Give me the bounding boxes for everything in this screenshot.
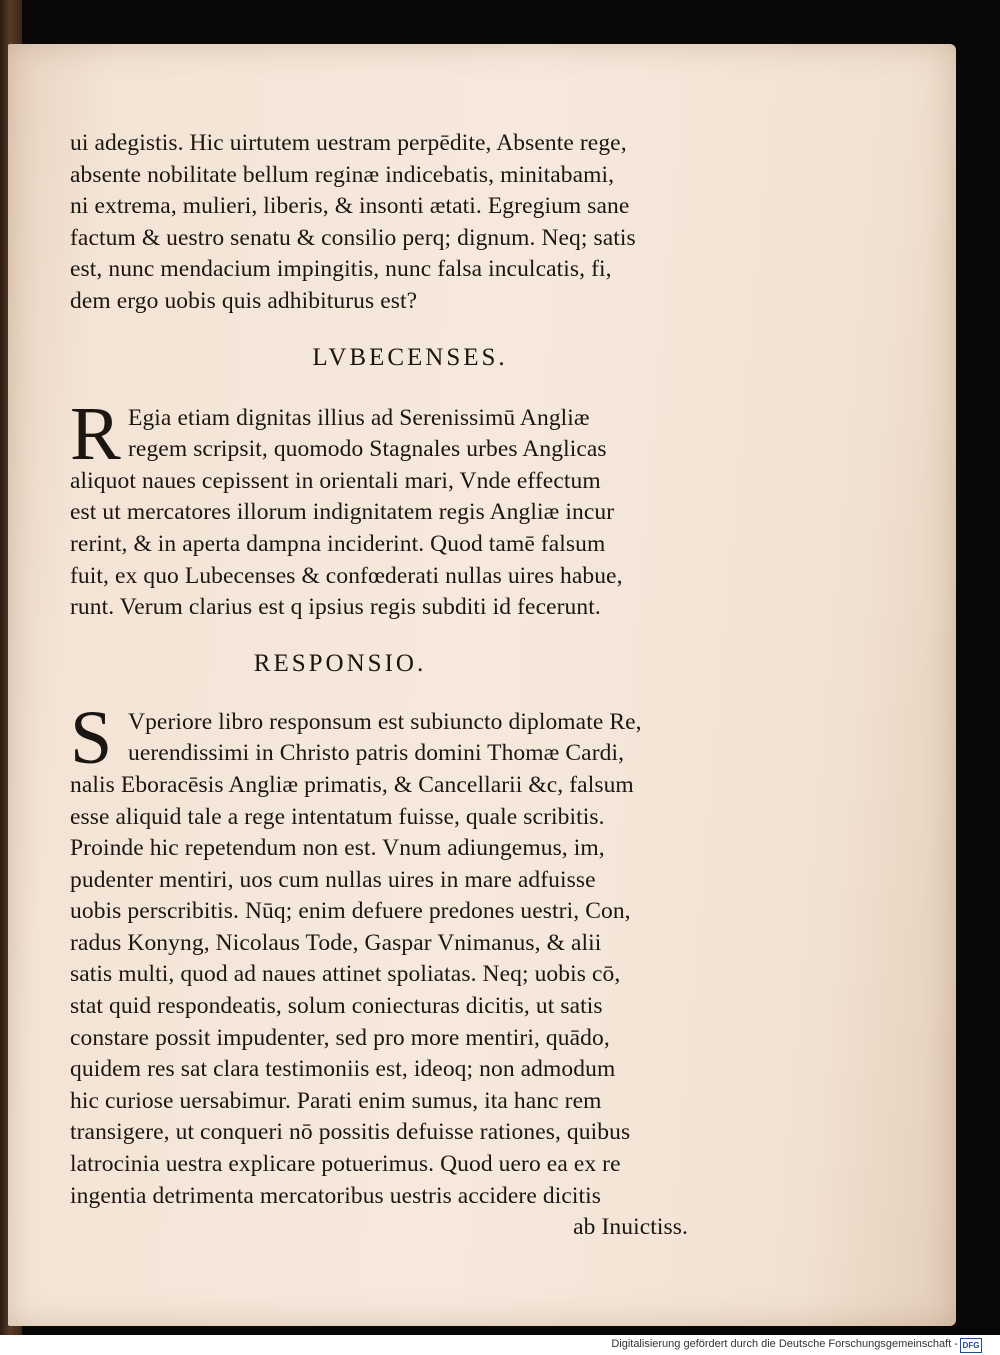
text-line: est, nunc mendacium impingitis, nunc falsa inculcatis, fi, [70, 256, 612, 283]
text-line: esse aliquid tale a rege intentatum fuisse, quale scribitis. [70, 803, 605, 830]
drop-cap-s: S [70, 695, 113, 780]
text-line: ui adegistis. Hic uirtutem uestram perpēdite, Absente rege, [70, 130, 627, 156]
text-line: ingentia detrimenta mercatoribus uestris accidere dicitis [70, 1182, 601, 1209]
text-line: regem scripsit, quomodo Stagnales urbes Anglicas [128, 436, 607, 463]
text-line: transigere, ut conqueri nō possitis defuisse rationes, quibus [70, 1119, 631, 1146]
funding-credit: Digitalisierung gefördert durch die Deutsche Forschungsgemeinschaft - [611, 1338, 958, 1350]
responsio-paragraph [70, 695, 710, 1244]
lubecenses-paragraph [70, 391, 710, 624]
text-line: hic curiose uersabimur. Parati enim sumus, ita hanc rem [70, 1087, 602, 1114]
text-line: nalis Eboracēsis Angliæ primatis, & Cancellarii &c, falsum [70, 771, 634, 798]
section-heading-lubecenses: LVBECENSES. [312, 343, 508, 371]
text-line: runt. Verum clarius est q ipsius regis subditi id fecerunt. [70, 594, 601, 621]
text-line: radus Konyng, Nicolaus Tode, Gaspar Vnimanus, & alii [70, 929, 602, 956]
text-line: constare possit impudenter, sed pro more mentiri, quādo, [70, 1024, 610, 1051]
drop-cap-r: R [70, 391, 121, 476]
text-line: latrocinia uestra explicare potuerimus. Quod uero ea ex re [70, 1151, 621, 1178]
text-line: satis multi, quod ad naues attinet spoliatas. Neq; uobis cō, [70, 961, 621, 988]
dfg-logo-icon: DFG [960, 1338, 982, 1353]
text-line: factum & uestro senatu & consilio perq; dignum. Neq; satis [70, 224, 636, 251]
digitization-footer [0, 1335, 1000, 1355]
text-line: est ut mercatores illorum indignitatem regis Angliæ incur [70, 499, 615, 526]
text-line: uerendissimi in Christo patris domini Thomæ Cardi, [128, 740, 625, 767]
text-line: aliquot naues cepissent in orientali mari, Vnde effectum [70, 467, 601, 494]
text-line: Egia etiam dignitas illius ad Serenissimū Angliæ [128, 404, 590, 431]
text-line: fuit, ex quo Lubecenses & confœderati nullas uires habue, [70, 562, 623, 589]
text-line: Vperiore libro responsum est subiuncto diplomate Re, [128, 708, 642, 735]
text-line: uobis perscribitis. Nūq; enim defuere predones uestri, Con, [70, 898, 631, 925]
text-line: rerint, & in aperta dampna inciderint. Quod tamē falsum [70, 530, 606, 557]
text-line: dem ergo uobis quis adhibiturus est? [70, 287, 418, 314]
intro-paragraph [70, 128, 710, 318]
page-text-block [70, 128, 710, 1244]
catchword: ab Inuictiss. [573, 1214, 688, 1241]
section-heading-responsio: RESPONSIO. [253, 649, 427, 677]
text-line: stat quid respondeatis, solum coniecturas dicitis, ut satis [70, 993, 603, 1020]
text-line: pudenter mentiri, uos cum nullas uires in mare adfuisse [70, 866, 596, 893]
text-line: absente nobilitate bellum reginæ indicebatis, minitabami, [70, 161, 615, 188]
text-line: ni extrema, mulieri, liberis, & insonti ætati. Egregium sane [70, 193, 630, 220]
text-line: Proinde hic repetendum non est. Vnum adiungemus, im, [70, 835, 605, 862]
book-page [8, 44, 956, 1326]
text-line: quidem res sat clara testimoniis est, ideoq; non admodum [70, 1056, 616, 1083]
